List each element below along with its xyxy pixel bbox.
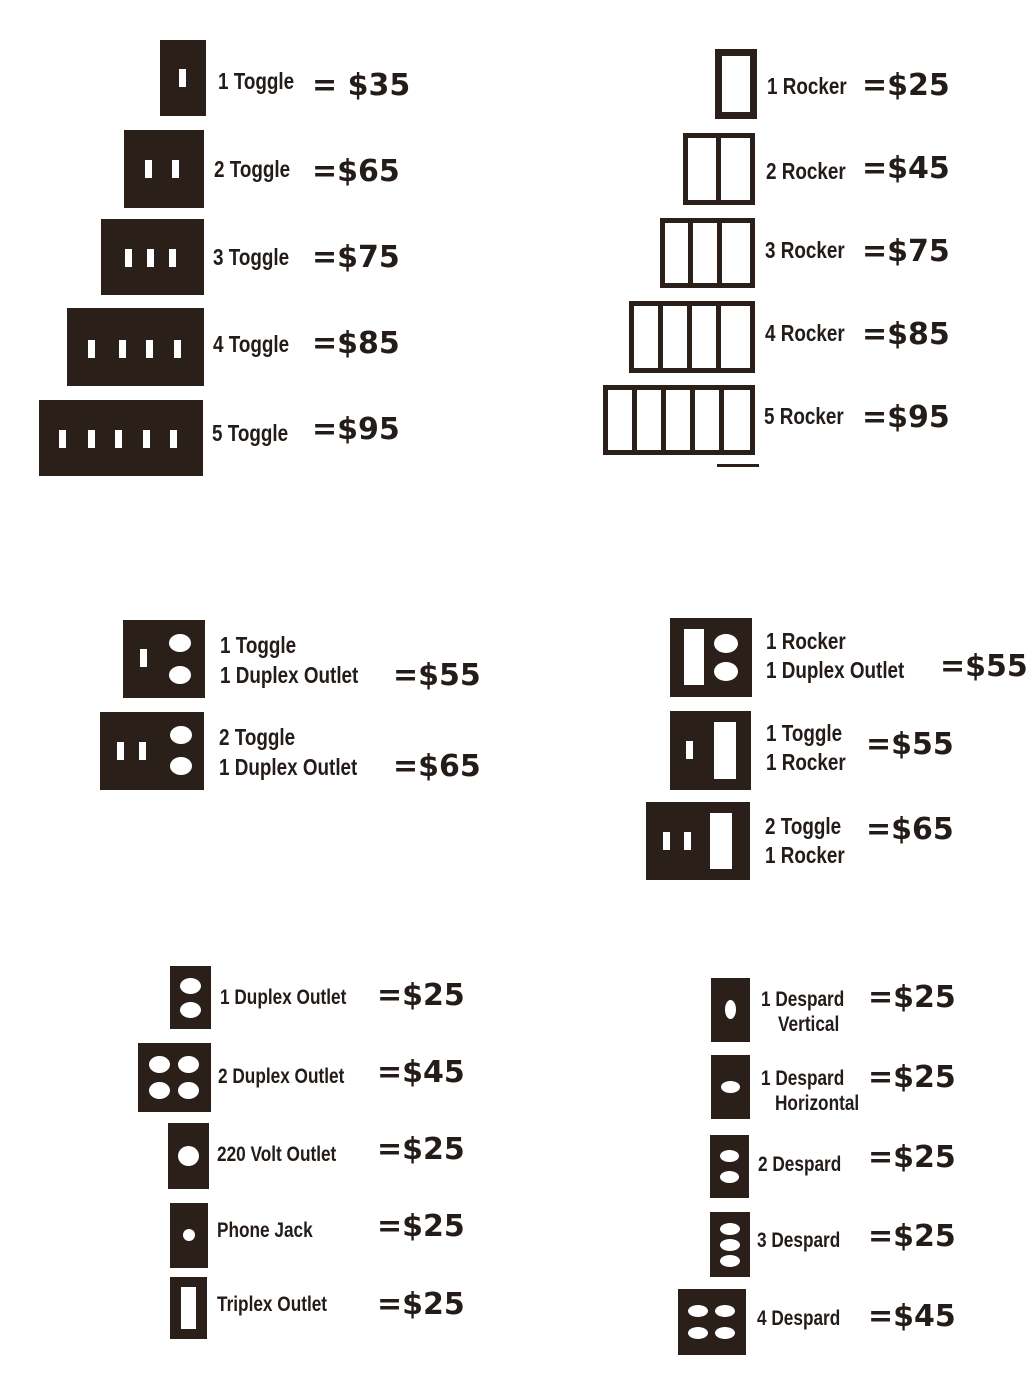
item-label-line2: 1 Duplex Outlet [766,657,905,683]
item-label: 3 Despard [757,1229,841,1252]
item-price: =$25 [377,978,465,1013]
item-label: 2 Despard [758,1153,842,1176]
item-label: 5 Toggle [212,420,289,446]
item-label: 1 Duplex Outlet [220,986,347,1009]
item-label-line1: 2 Toggle [219,724,296,750]
plate-icon [138,1043,211,1112]
item-label-line1: 1 Despard [761,988,845,1011]
item-label-line2: 1 Duplex Outlet [220,662,359,688]
item-price: =$25 [868,1060,956,1095]
plate-icon [124,130,204,208]
plate-icon [629,301,755,373]
plate-icon [711,978,750,1042]
item-price: =$65 [393,749,481,784]
plate-icon [168,1123,209,1189]
plate-icon [67,308,204,386]
item-price: =$55 [393,658,481,693]
item-price: =$25 [377,1287,465,1322]
plate-icon [101,219,204,295]
item-label-line2: 1 Rocker [765,842,845,868]
plate-icon [670,618,752,697]
item-label: 4 Despard [757,1307,841,1330]
item-price: =$95 [862,400,950,435]
plate-icon [660,218,755,288]
plate-icon [678,1289,746,1355]
item-label-line1: 2 Toggle [765,813,842,839]
item-label-line2: 1 Rocker [766,749,846,775]
item-price: =$25 [868,1219,956,1254]
item-label: Phone Jack [217,1219,313,1242]
plate-icon [100,712,204,790]
plate-icon [670,711,751,790]
item-label: 5 Rocker [764,403,844,429]
item-price: =$45 [862,151,950,186]
item-label: 2 Duplex Outlet [218,1065,345,1088]
item-label: 1 Rocker [767,73,847,99]
item-price: =$65 [312,154,400,189]
plate-icon [160,40,206,116]
item-price: =$55 [940,649,1028,684]
item-price: =$25 [377,1132,465,1167]
item-price: =$25 [868,980,956,1015]
plate-icon [39,400,203,476]
item-price: =$75 [862,234,950,269]
item-label: 220 Volt Outlet [217,1143,337,1166]
item-label: 1 Toggle [218,68,295,94]
item-price: =$45 [377,1055,465,1090]
item-label-line1: 1 Despard [761,1067,845,1090]
item-price: =$55 [866,727,954,762]
item-price: =$25 [862,68,950,103]
item-label: 2 Rocker [766,158,846,184]
plate-icon [710,1212,750,1277]
plate-icon [646,802,750,880]
plate-icon [123,620,205,698]
plate-icon [603,385,755,455]
item-label-line2: Horizontal [775,1092,860,1115]
item-price: =$85 [862,317,950,352]
plate-icon [710,1135,749,1198]
plate-icon [683,133,755,205]
item-label-line2: Vertical [778,1013,840,1036]
item-label-line1: 1 Rocker [766,628,846,654]
plate-icon [711,1055,750,1119]
plate-icon [170,1277,207,1339]
item-price: =$95 [312,412,400,447]
item-label-line1: 1 Toggle [766,720,843,746]
plate-icon [170,1203,208,1268]
item-label: 4 Rocker [765,320,845,346]
plate-icon [715,49,757,119]
plate-icon [170,966,211,1029]
item-label-line1: 1 Toggle [220,632,297,658]
item-label: 4 Toggle [213,331,290,357]
item-label: 3 Toggle [213,244,290,270]
item-price: =$25 [377,1209,465,1244]
item-price: =$65 [866,812,954,847]
item-price: = $35 [312,68,411,103]
item-price: =$25 [868,1140,956,1175]
item-label: 2 Toggle [214,156,291,182]
item-label: 3 Rocker [765,237,845,263]
item-price: =$85 [312,326,400,361]
item-price: =$75 [312,240,400,275]
divider [717,464,759,467]
item-label-line2: 1 Duplex Outlet [219,754,358,780]
item-label: Triplex Outlet [217,1293,328,1316]
item-price: =$45 [868,1299,956,1334]
